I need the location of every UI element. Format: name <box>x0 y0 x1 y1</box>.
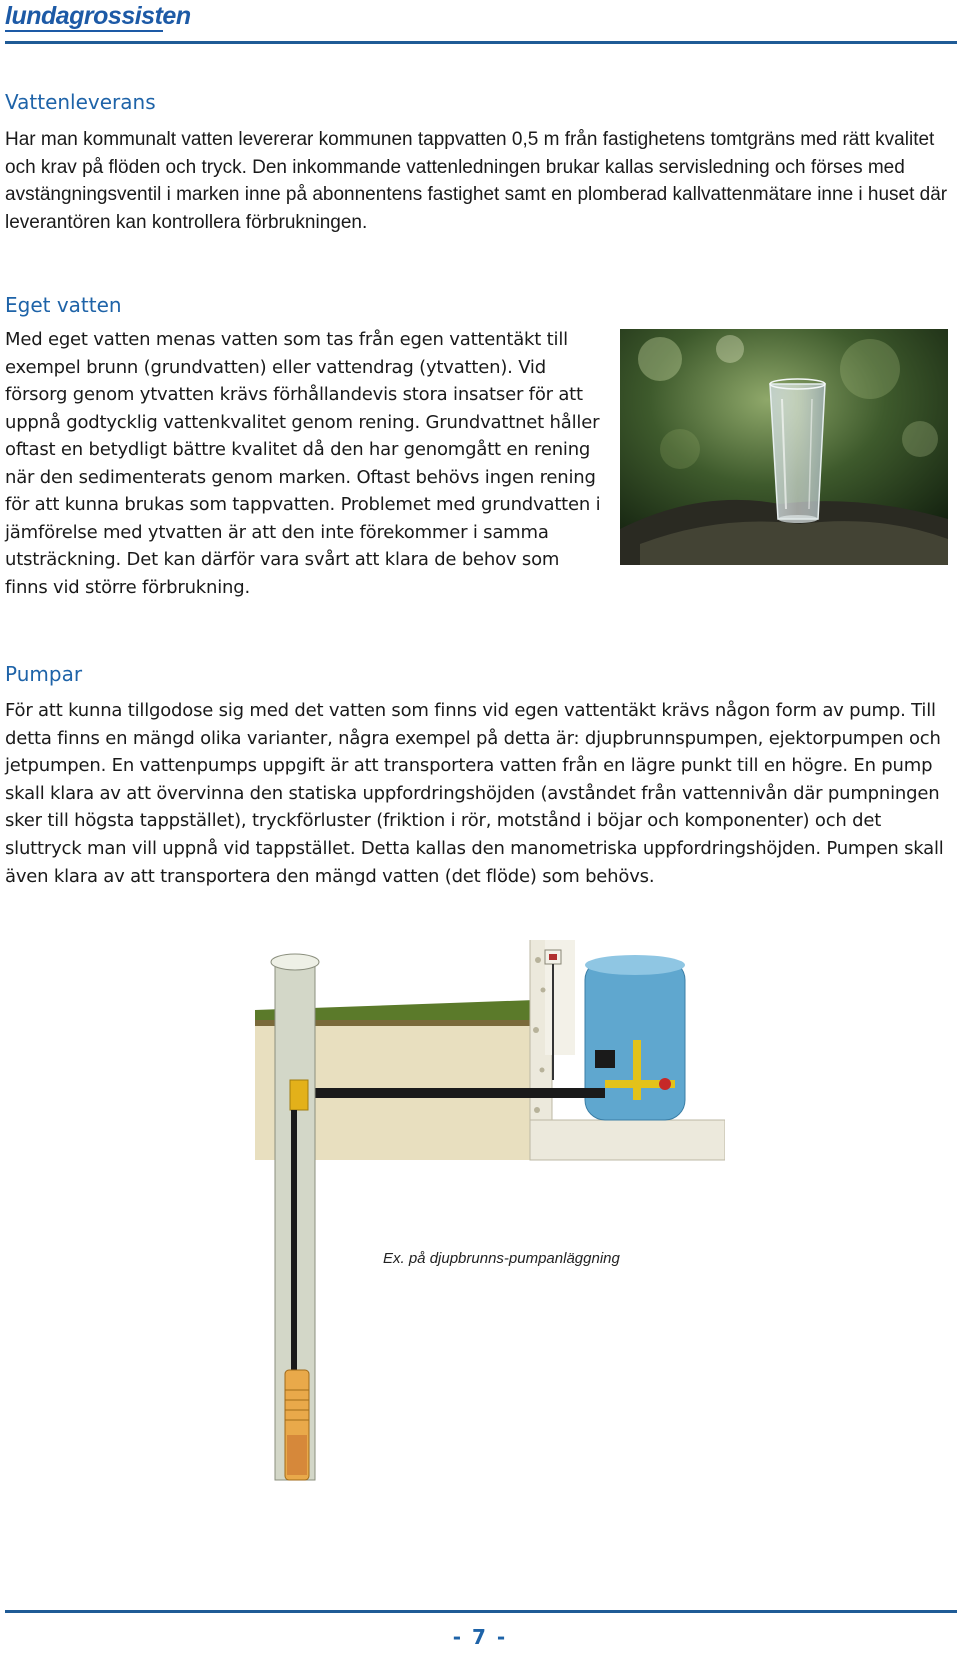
section-text-pumpar: För att kunna tillgodose sig med det vatten som finns vid egen vattentäkt krävs någon form av pump. Till detta finns en mängd olika varianter, några exempel på detta är: djupbrunnspumpen, ejektorpumpen och jetpumpen. En vattenpumps uppgift är att transportera vatten från en lägre punkt till en högre. En pump skall klara av att övervinna den statiska uppfordringshöjden (avståndet från vattennivån där pumpningen sker till högsta tappstället), tryckförluster (friktion i rör, motstånd i böjar och komponenter) och det sluttryck man vill uppnå vid tappstället. Detta kallas den manometriska uppfordringshöjden. Pumpen skall även klara av att transportera den mängd vatten (det flöde) som behövs. <box>5 700 944 887</box>
figure-caption: Ex. på djupbrunns-pumpanläggning <box>383 1250 620 1267</box>
section-text-eget-vatten: Med eget vatten menas vatten som tas från egen vattentäkt till exempel brunn (grundvatten) eller vattendrag (ytvatten). Vid försorg genom ytvatten krävs förhållandevis stora insatser för att uppnå godtycklig vattenkvalitet genom rening. Grundvattnet håller oftast en betydligt bättre kvalitet då den har genomgått en rening när den sedimenterats genom marken. Oftast behövs ingen rening för att kunna brukas som tappvatten. Problemet med grundvatten i jämförelse med ytvatten är att den inte förekommer i samma utsträckning. Det kan därför vara svårt att klara de behov som finns vid större förbrukning. <box>5 329 601 598</box>
company-logo: lundagrossisten <box>5 2 191 30</box>
section-text-vattenleverans: Har man kommunalt vatten levererar kommunen tappvatten 0,5 m från fastighetens tomtgräns med rätt kvalitet och krav på flöden och tryck. Den inkommande vattenledningen brukar kallas servisledning och förses med avstängningsventil i marken inne på abonnentens fastighet samt en plomberad kallvattenmätare inne i huset där leverantören kan kontrollera förbrukningen. <box>5 129 948 234</box>
water-glass-photo <box>620 329 948 565</box>
pump-installation-illustration <box>255 940 725 1540</box>
page-number: - 7 - <box>452 1625 508 1649</box>
header-divider <box>5 41 957 44</box>
section-title-pumpar: Pumpar <box>5 662 83 686</box>
footer-divider <box>5 1610 957 1613</box>
logo-underline <box>5 30 163 32</box>
section-title-eget-vatten: Eget vatten <box>5 293 122 317</box>
section-title-vattenleverans: Vattenleverans <box>5 90 156 114</box>
